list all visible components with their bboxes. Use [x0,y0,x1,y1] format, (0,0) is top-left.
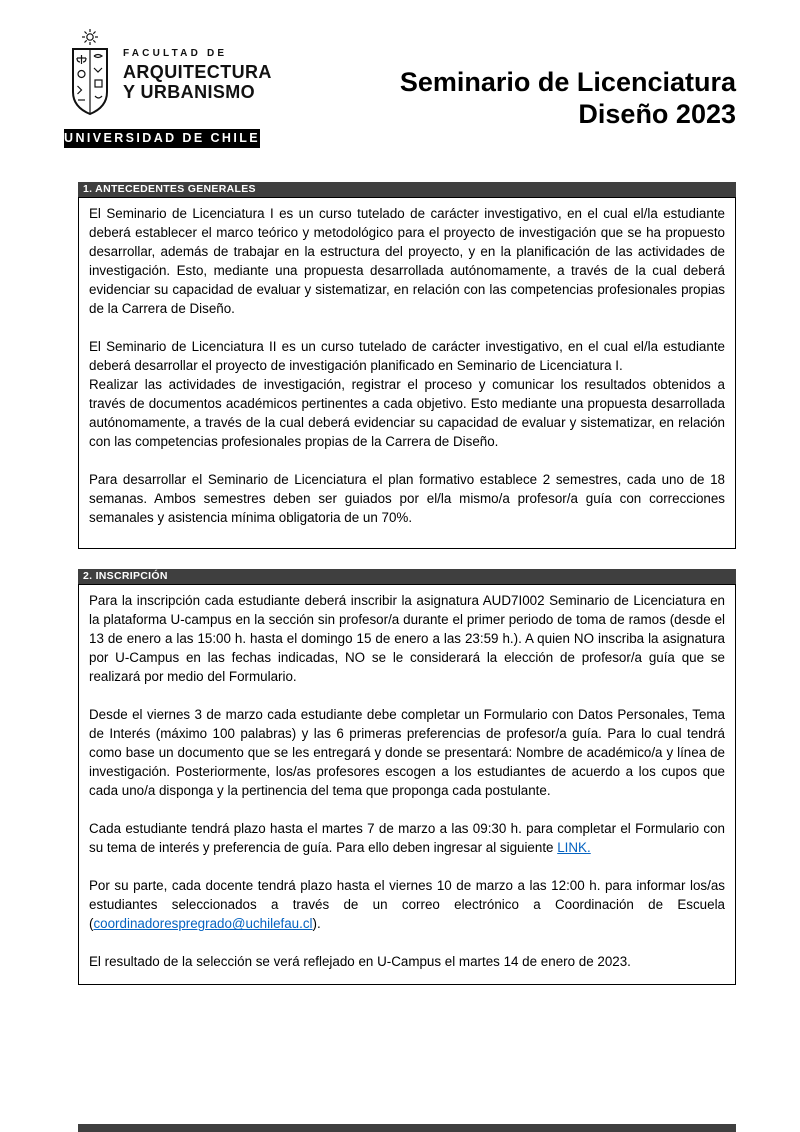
paragraph [89,876,725,933]
paragraph: El Seminario de Licenciatura II es un curso tutelado de carácter investigativo, en el cual el/la estudiante deberá desarrollar el proyecto de investigación planificado en Seminario de Licenciatura I. [89,339,725,374]
paragraph-text: ). [312,916,321,932]
paragraph: Realizar las actividades de investigación, registrar el proceso y comunicar los resultados obtenidos a través de documentos académicos pertinentes a cada objetivo. Esto mediante una propuesta desarrollada autónomamente, a través de la cual deberá evidenciar su capacidad de evaluar y sistematizar, en relación con las competencias profesionales propias de la Carrera de Diseño. [89,377,725,450]
section-2-body [78,584,736,985]
logo-top [64,28,272,124]
document-title-line1: Seminario de Licenciatura [399,67,736,97]
document-title-line2: Diseño 2023 [578,99,736,130]
section-2-heading: 2. INSCRIPCIÓN [78,569,736,584]
paragraph [89,819,725,857]
paragraph: El Seminario de Licenciatura I es un curso tutelado de carácter investigativo, en el cual el/la estudiante deberá establecer el marco teórico y metodológico para el proyecto de investigación que se ha propuesto desarrollar, además de trabajar en la estructura del proyecto, y en la planificación de las actividades de investigación. Esto, mediante una propuesta desarrollada autónomamente, a través de la cual deberá evidenciar su capacidad de evaluar y sistematizar, en relación con las competencias profesionales propias de la Carrera de Diseño. [89,206,725,317]
university-crest-icon [64,28,116,124]
section-1-heading: 1. ANTECEDENTES GENERALES [78,182,736,197]
document-header [0,0,800,148]
paragraph: Desde el viernes 3 de marzo cada estudiante debe completar un Formulario con Datos Personales, Tema de Interés (máximo 100 palabras) y las 6 primeras preferencias de profesor/a guía. Para lo cual tendrá como base un documento que se les entregará y donde se presentará: Nombre de académico/a y línea de investigación. Posteriormente, los/as profesores escogen a los estudiantes de acuerdo a los cupos que cada uno/a disponga y la pertinencia del tema que proponga cada postulante. [89,707,725,799]
logo-name-line1: ARQUITECTURA [123,62,272,82]
section-antecedentes [78,182,736,549]
paragraph-text: Por su parte, cada docente tendrá plazo hasta el viernes 10 de marzo a las 12:00 h. para informar los/as estudiantes seleccionados a través de un correo electrónico a Coordinación de Escuela ( [89,878,725,932]
paragraph-text: Cada estudiante tendrá plazo hasta el martes 7 de marzo a las 09:30 h. para completar el Formulario con su tema de interés y preferencia de guía. Para ello deben ingresar al siguiente [89,821,725,856]
section-3-heading-partial [78,1124,736,1132]
section-1-body [78,197,736,549]
university-logo [64,28,272,148]
university-banner: UNIVERSIDAD DE CHILE [64,129,260,148]
paragraph: El resultado de la selección se verá reflejado en U-Campus el martes 14 de enero de 2023. [89,954,631,970]
form-link[interactable]: LINK. [557,840,591,856]
email-link[interactable]: coordinadorespregrado@uchilefau.cl [93,916,313,932]
logo-text [123,28,272,102]
paragraph: Para desarrollar el Seminario de Licenciatura el plan formativo establece 2 semestres, cada uno de 18 semanas. Ambos semestres deben ser guiados por el/la mismo/a profesor/a guía con correcciones semanales y asistencia mínima obligatoria de un 70%. [89,472,725,526]
logo-faculty-label: FACULTAD DE [123,48,228,59]
section-inscripcion [78,569,736,985]
logo-name-line2: Y URBANISMO [123,82,256,103]
document-title [400,28,736,131]
paragraph: Para la inscripción cada estudiante deberá inscribir la asignatura AUD7I002 Seminario de Licenciatura en la plataforma U-campus en la sección sin profesor/a durante el primer periodo de toma de ramos (desde el 13 de enero a las 15:00 h. hasta el domingo 15 de enero a las 23:59 h.). A quien NO inscriba la asignatura por U-Campus en las fechas indicadas, NO se le considerará la elección de profesor/a guía que se realizará por medio del Formulario. [89,593,725,685]
